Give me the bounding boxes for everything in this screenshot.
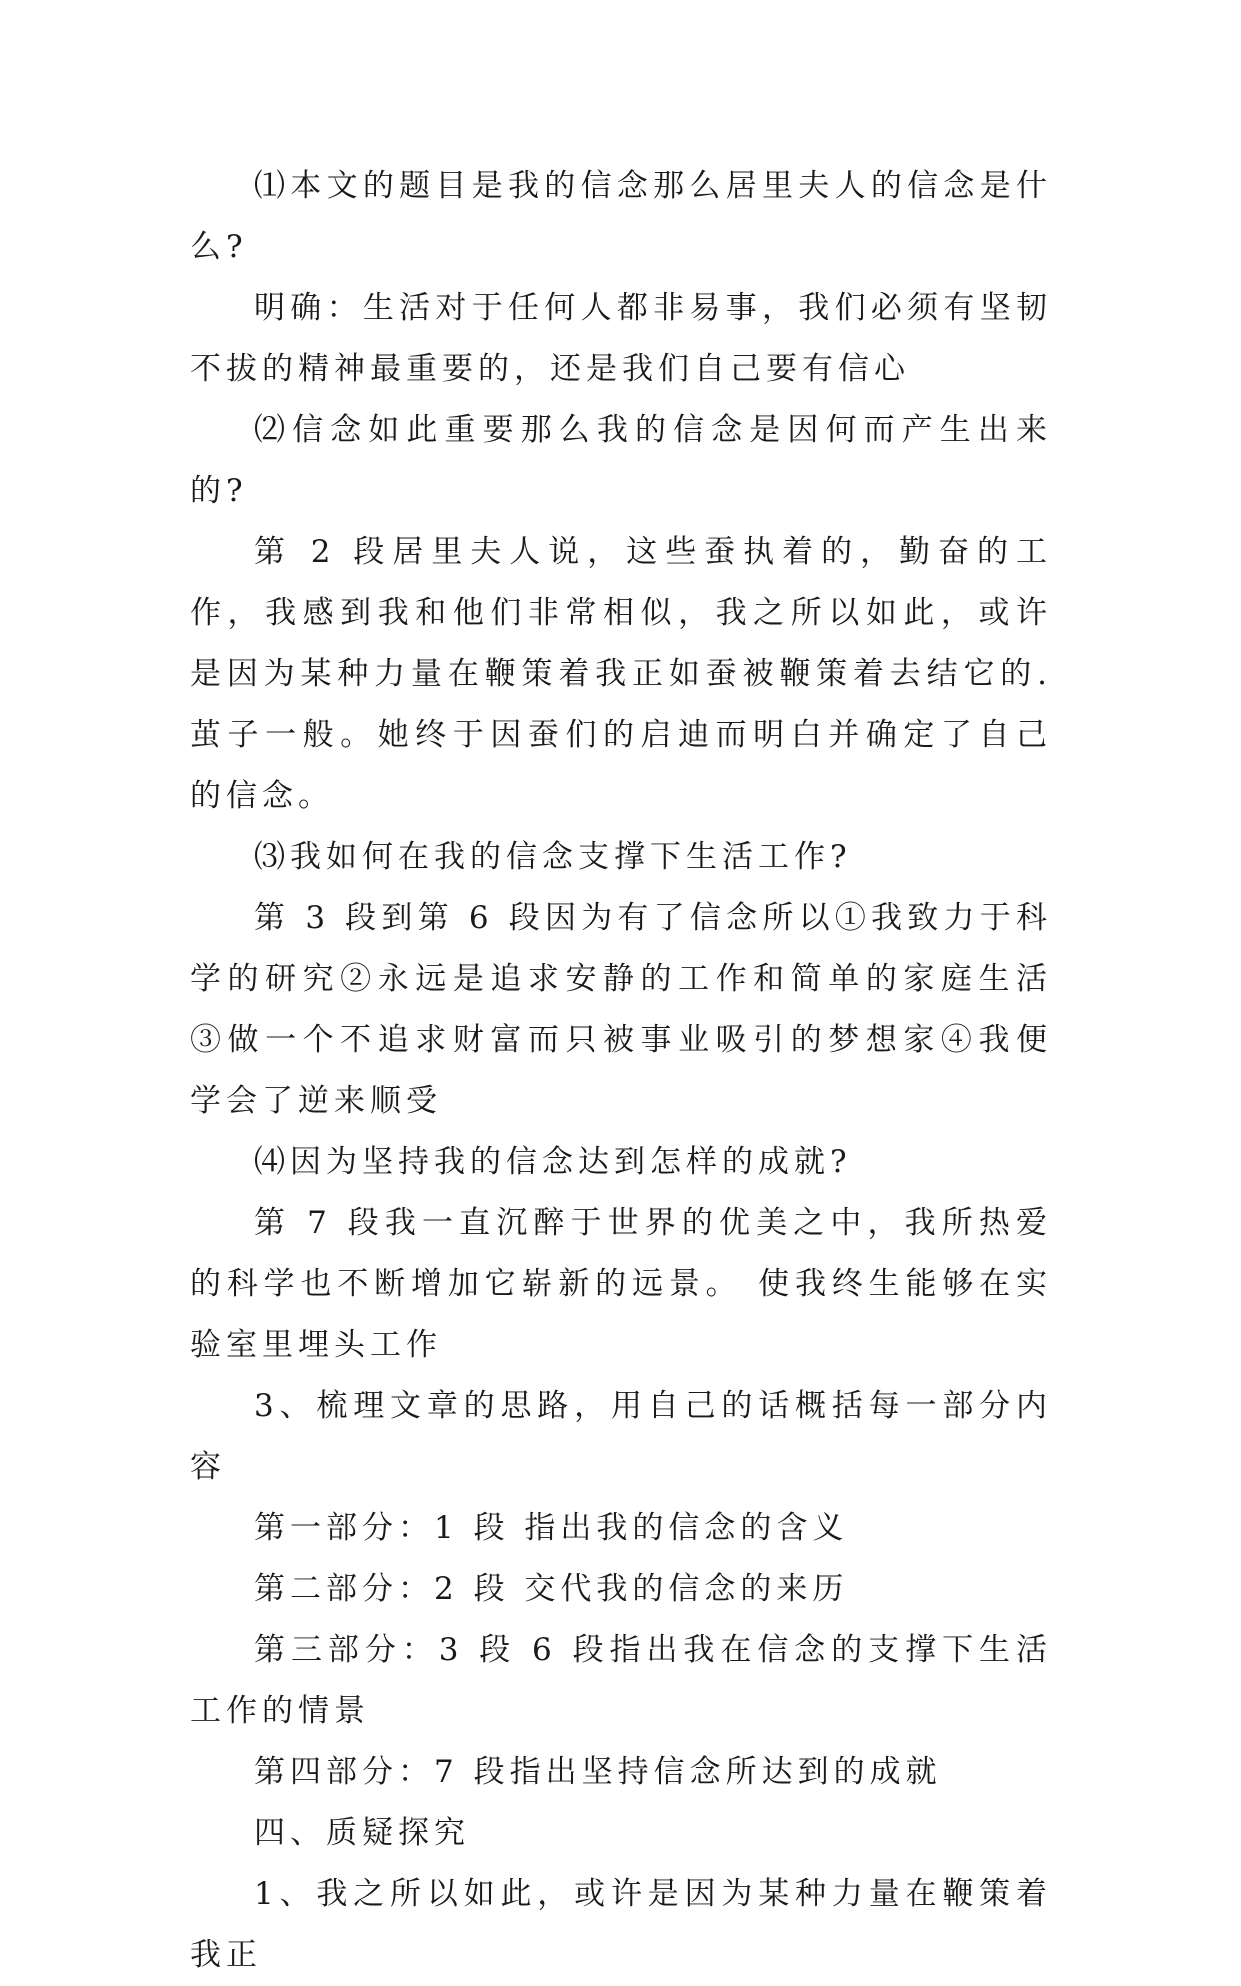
answer-3: 第 3 段到第 6 段因为有了信念所以①我致力于科学的研究②永远是追求安静的工作和简单的家庭生活③做一个不追求财富而只被事业吸引的梦想家④我便学会了逆来顺受: [190, 900, 1052, 1119]
answer-4: 第 7 段我一直沉醉于世界的优美之中，我所热爱的科学也不断增加它崭新的远景。 使我终生能够在实验室里埋头工作: [190, 1205, 1052, 1363]
part-2: 第二部分：2 段 交代我的信念的来历: [254, 1571, 849, 1607]
question-1: ⑴本文的题目是我的信念那么居里夫人的信念是什么?: [190, 168, 1052, 265]
part-4: 第四部分：7 段指出坚持信念所达到的成就: [254, 1754, 942, 1790]
question-2: ⑵信念如此重要那么我的信念是因何而产生出来的?: [190, 412, 1052, 509]
document-body: [190, 156, 1052, 1986]
section-heading-inquiry: 四、质疑探究: [254, 1815, 470, 1851]
part-1: 第一部分：1 段 指出我的信念的含义: [254, 1510, 849, 1546]
question-4: ⑷因为坚持我的信念达到怎样的成就?: [254, 1144, 852, 1180]
part-3: 第三部分：3 段 6 段指出我在信念的支撑下生活工作的情景: [190, 1632, 1052, 1729]
answer-1: 明确：生活对于任何人都非易事，我们必须有坚韧不拔的精神最重要的，还是我们自己要有信心: [190, 290, 1052, 387]
answer-2: 第 2 段居里夫人说，这些蚕执着的，勤奋的工作，我感到我和他们非常相似，我之所以如此，或许是因为某种力量在鞭策着我正如蚕被鞭策着去结它的.茧子一般。她终于因蚕们的启迪而明白并确定了自己的信念。: [190, 534, 1052, 814]
section-heading-structure: 3、梳理文章的思路，用自己的话概括每一部分内容: [190, 1388, 1052, 1485]
inquiry-item-1: 1、我之所以如此，或许是因为某种力量在鞭策着我正: [190, 1876, 1052, 1973]
question-3: ⑶我如何在我的信念支撑下生活工作?: [254, 839, 852, 875]
